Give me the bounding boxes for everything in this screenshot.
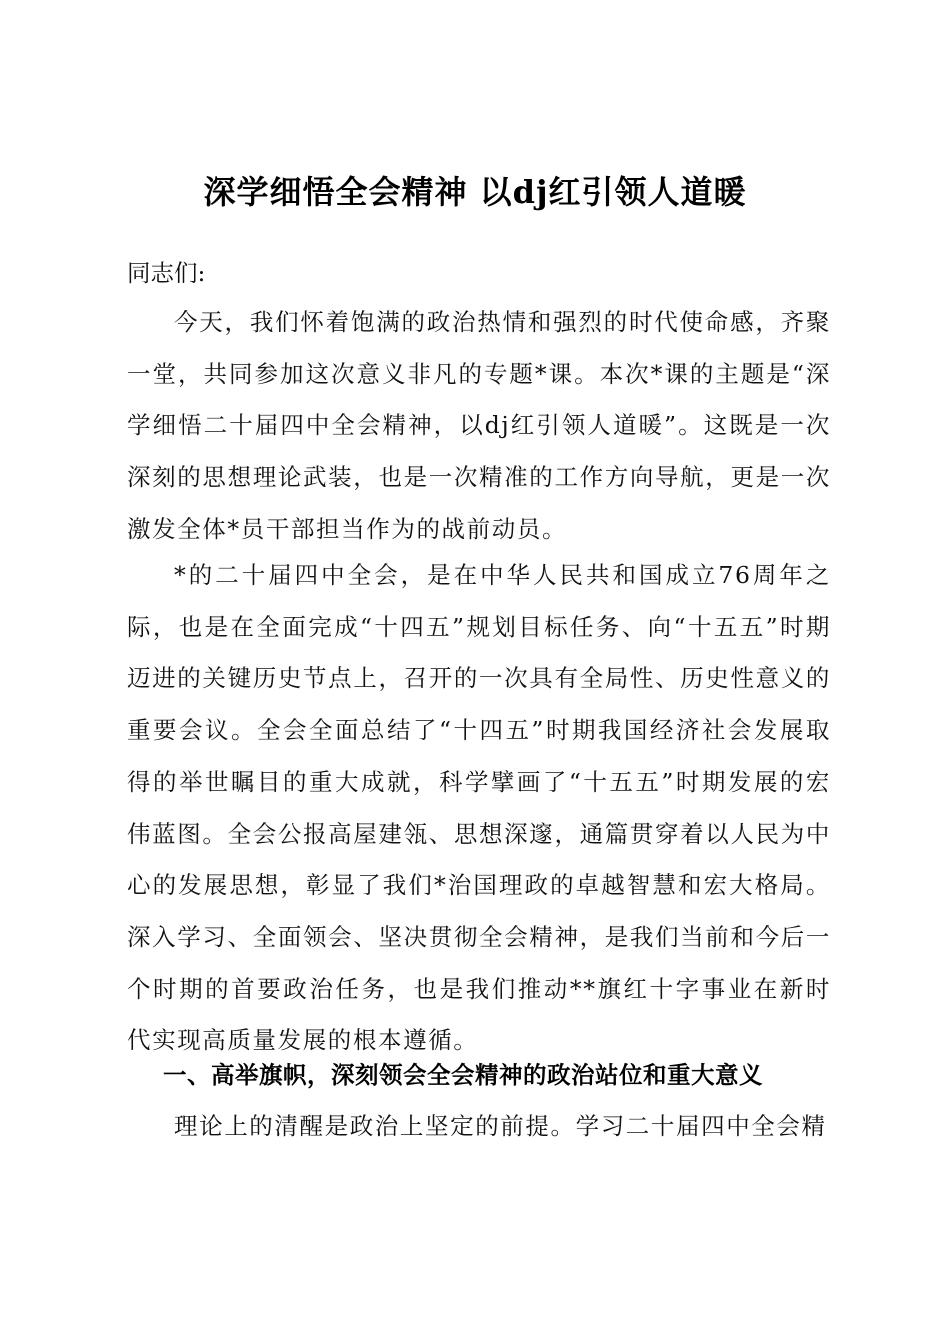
body-paragraph: 今天，我们怀着饱满的政治热情和强烈的时代使命感，齐聚一堂，共同参加这次意义非凡的专题*课。本次*课的主题是“深学细悟二十届四中全会精神，以dj红引领人道暖”。这既是一次深刻的思想理论武装，也是一次精准的工作方向导航，更是一次激发全体*员干部担当作为的战前动员。	[127, 308, 831, 543]
section-paragraph: 理论上的清醒是政治上坚定的前提。学习二十届四中全会精	[174, 1112, 827, 1140]
section-heading: 一、高举旗帜，深刻领会全会精神的政治站位和重大意义	[163, 1061, 763, 1089]
document-title: 深学细悟全会精神 以dj红引领人道暖	[203, 173, 747, 211]
salutation: 同志们:	[127, 259, 206, 287]
body-paragraph: *的二十届四中全会，是在中华人民共和国成立76周年之际，也是在全面完成“十四五”规划目标任务、向“十五五”时期迈进的关键历史节点上，召开的一次具有全局性、历史性意义的重要会议。全会全面总结了“十四五”时期我国经济社会发展取得的举世瞩目的重大成就，科学擘画了“十五五”时期发展的宏伟蓝图。全会公报高屋建瓴、思想深邃，通篇贯穿着以人民为中心的发展思想，彰显了我们*治国理政的卓越智慧和宏大格局。深入学习、全面领会、坚决贯彻全会精神，是我们当前和今后一个时期的首要政治任务，也是我们推动**旗红十字事业在新时代实现高质量发展的根本遵循。	[127, 561, 831, 1055]
